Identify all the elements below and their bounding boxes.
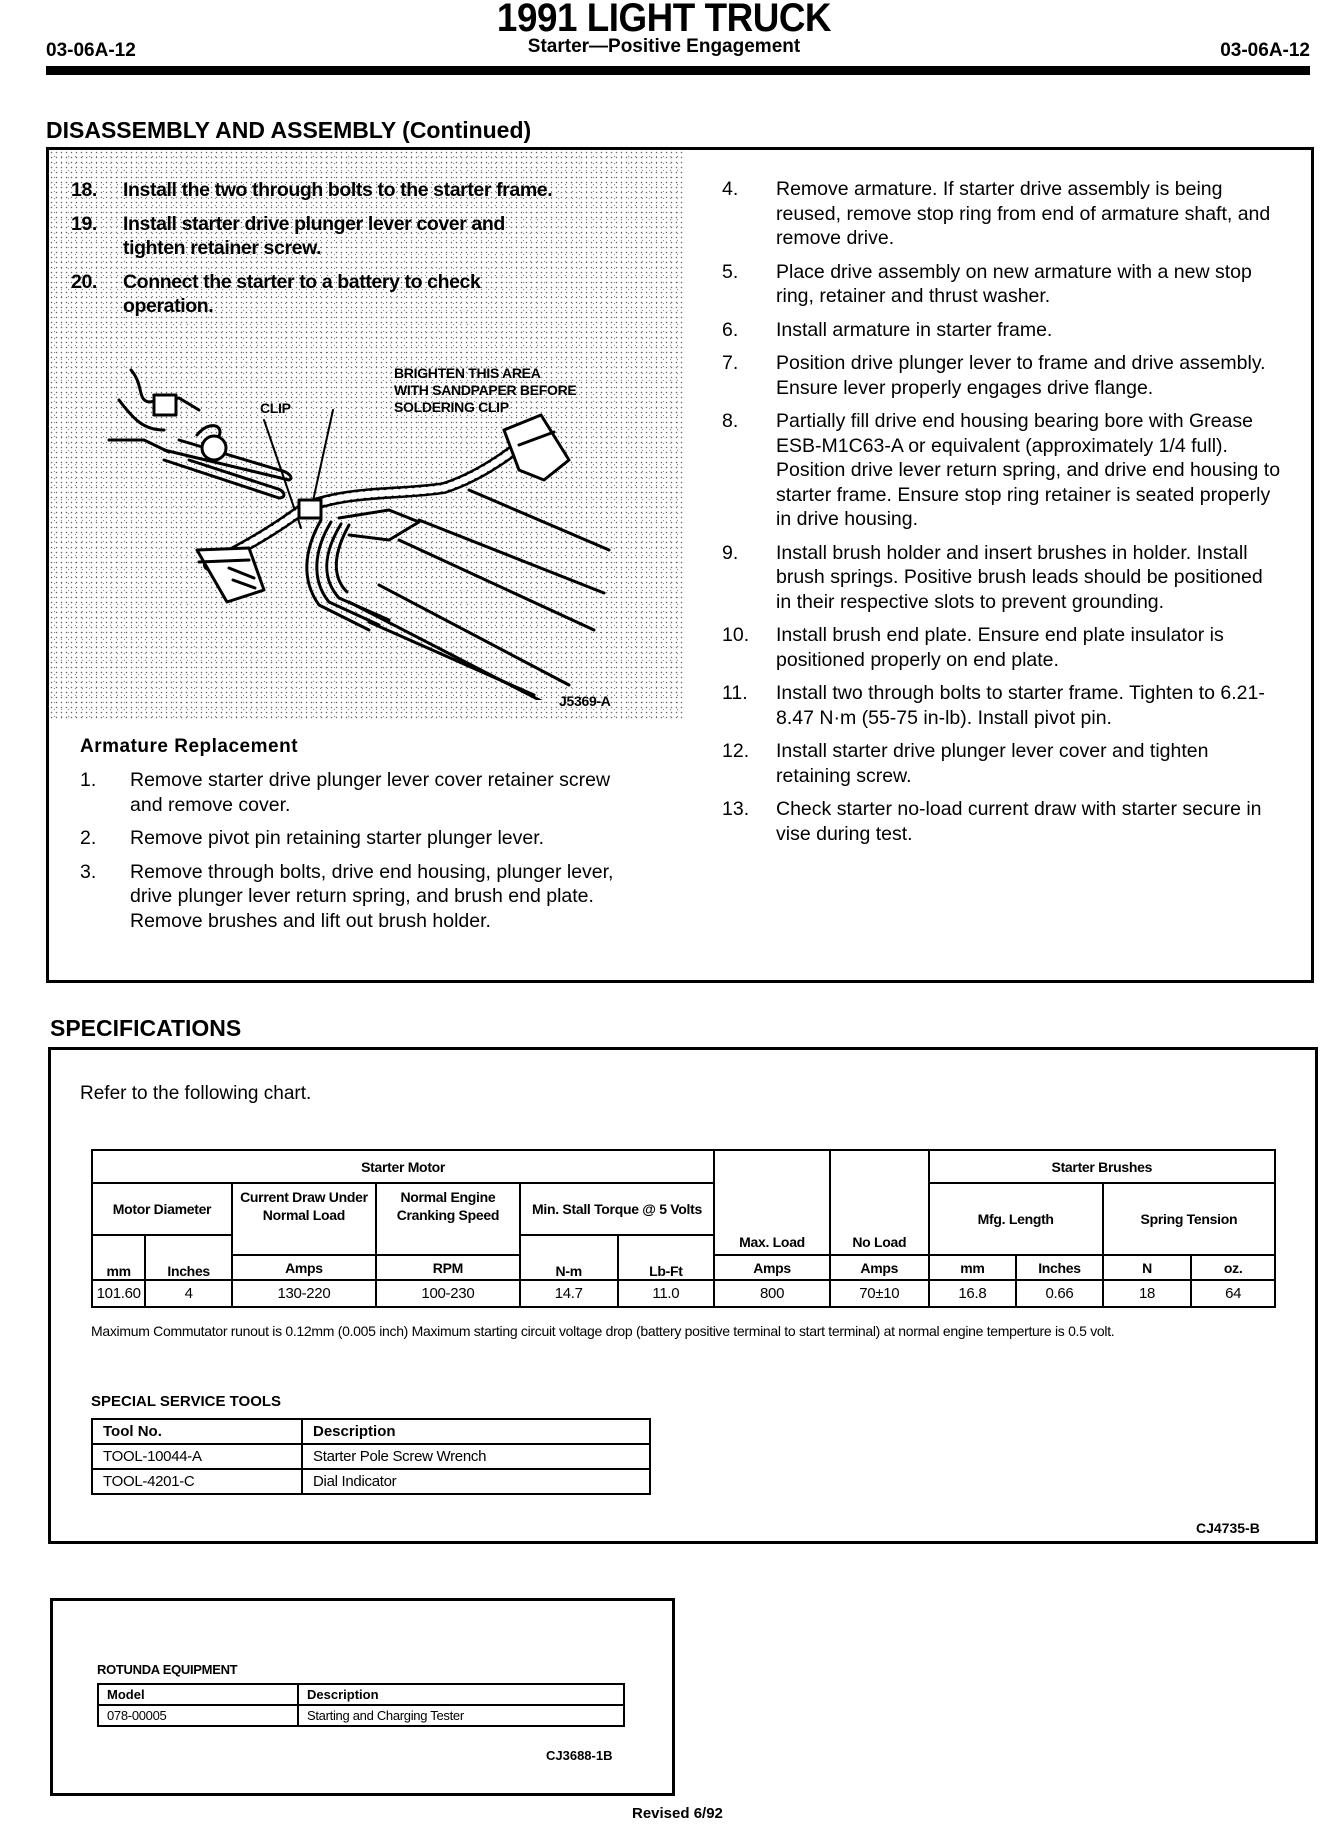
value-cell: 70±10 <box>830 1280 929 1307</box>
header-mfg-length: Mfg. Length <box>929 1183 1103 1255</box>
unit-cell: Inches <box>1016 1255 1103 1280</box>
spec-note: Maximum Commutator runout is 0.12mm (0.005 inch) Maximum starting circuit voltage drop (battery positive terminal to start terminal) at normal engine temperture is 0.5 volt. <box>91 1323 1115 1339</box>
model-number: 078-00005 <box>98 1705 298 1726</box>
callout-brighten: BRIGHTEN THIS AREA WITH SANDPAPER BEFORE SOLDERING CLIP <box>394 365 577 415</box>
document-subtitle: Starter—Positive Engagement <box>527 36 801 57</box>
step-item: 18. Install the two through bolts to the starter frame. <box>71 179 553 201</box>
page-code-right: 03-06A-12 <box>1220 40 1310 61</box>
section-title-specifications: SPECIFICATIONS <box>50 1015 242 1041</box>
value-cell: 16.8 <box>929 1280 1017 1307</box>
step-item: 3. Remove through bolts, drive end housing, plunger lever, drive plunger lever return spring, and brush end plate. Remove brushes and lift out brush holder. <box>80 860 614 932</box>
header-cranking-speed: Normal Engine Cranking Speed <box>376 1183 520 1255</box>
table-row <box>92 1469 650 1494</box>
column-header: Model <box>98 1684 298 1705</box>
unit-cell: Lb-Ft <box>618 1235 715 1280</box>
unit-cell: oz. <box>1191 1255 1275 1280</box>
rotunda-figure-id: CJ3688-1B <box>546 1748 613 1763</box>
tool-number: TOOL-10044-A <box>92 1444 302 1469</box>
starter-spec-table <box>91 1149 1276 1308</box>
special-service-tools-table <box>91 1418 651 1495</box>
special-service-tools-heading: SPECIAL SERVICE TOOLS <box>91 1393 282 1410</box>
model-description: Starting and Charging Tester <box>298 1705 624 1726</box>
specifications-intro: Refer to the following chart. <box>80 1083 312 1104</box>
unit-cell: N-m <box>520 1235 618 1280</box>
unit-cell: Inches <box>145 1235 232 1280</box>
column-header: Description <box>302 1419 650 1444</box>
step-item: 1. Remove starter drive plunger lever cover retainer screw and remove cover. <box>80 769 611 816</box>
document-title: 1991 LIGHT TRUCK <box>496 0 832 40</box>
value-cell: 64 <box>1191 1280 1275 1307</box>
rotunda-table <box>97 1683 625 1727</box>
value-cell: 0.66 <box>1016 1280 1103 1307</box>
step-item: 5. Place drive assembly on new armature with a new stop ring, retainer and thrust washer. <box>722 260 1252 307</box>
value-cell: 14.7 <box>520 1280 618 1307</box>
value-cell: 130-220 <box>232 1280 376 1307</box>
unit-cell: N <box>1103 1255 1192 1280</box>
value-cell: 800 <box>714 1280 830 1307</box>
header-rule <box>46 66 1310 75</box>
soldering-clip-illustration <box>49 340 684 700</box>
step-item: 11. Install two through bolts to starter frame. Tighten to 6.21-8.47 N·m (55-75 in-lb). Install pivot pin. <box>722 682 1265 729</box>
step-item: 2. Remove pivot pin retaining starter plunger lever. <box>80 827 545 849</box>
table-row <box>98 1705 624 1726</box>
header-spring-tension: Spring Tension <box>1103 1183 1275 1255</box>
table-row <box>92 1444 650 1469</box>
figure-panel <box>49 150 684 720</box>
table-row <box>92 1280 1275 1307</box>
value-cell: 4 <box>145 1280 232 1307</box>
step-item: 12. Install starter drive plunger lever cover and tighten retaining screw. <box>722 740 1209 787</box>
step-item: 20. Connect the starter to a battery to check operation. <box>71 270 481 317</box>
armature-steps-left <box>80 768 640 942</box>
value-cell: 18 <box>1103 1280 1192 1307</box>
section-title-disassembly: DISASSEMBLY AND ASSEMBLY (Continued) <box>46 117 532 143</box>
armature-replacement-heading: Armature Replacement <box>80 736 299 757</box>
step-item: 10. Install brush end plate. Ensure end plate insulator is positioned properly on end plate. <box>722 624 1224 671</box>
tool-description: Dial Indicator <box>302 1469 650 1494</box>
unit-cell: RPM <box>376 1255 520 1280</box>
header-no-load: No Load <box>830 1150 929 1255</box>
step-item: 19. Install starter drive plunger lever cover and tighten retainer screw. <box>71 212 505 259</box>
figure-steps-list <box>71 178 671 328</box>
step-item: 9. Install brush holder and insert brushes in holder. Install brush springs. Positive brush leads should be positioned in their respective slots to prevent grounding. <box>722 541 1263 613</box>
unit-cell: mm <box>92 1235 145 1280</box>
group-header-starter-motor: Starter Motor <box>92 1150 714 1183</box>
revision-date: Revised 6/92 <box>632 1805 723 1822</box>
header-stall-torque: Min. Stall Torque @ 5 Volts <box>520 1183 714 1235</box>
header-current-draw: Current Draw Under Normal Load <box>232 1183 376 1255</box>
unit-cell: Amps <box>714 1255 830 1280</box>
value-cell: 101.60 <box>92 1280 145 1307</box>
step-item: 7. Position drive plunger lever to frame and drive assembly. Ensure lever properly engages drive flange. <box>722 352 1266 399</box>
rotunda-heading: ROTUNDA EQUIPMENT <box>97 1662 238 1677</box>
header-motor-diameter: Motor Diameter <box>92 1183 232 1235</box>
unit-cell: Amps <box>232 1255 376 1280</box>
header-max-load: Max. Load <box>714 1150 830 1255</box>
value-cell: 11.0 <box>618 1280 715 1307</box>
callout-clip: CLIP <box>260 400 291 416</box>
armature-steps-right <box>722 177 1282 855</box>
page-code-left: 03-06A-12 <box>46 40 136 61</box>
tool-description: Starter Pole Screw Wrench <box>302 1444 650 1469</box>
column-header: Description <box>298 1684 624 1705</box>
tool-number: TOOL-4201-C <box>92 1469 302 1494</box>
step-item: 8. Partially fill drive end housing bearing bore with Grease ESB-M1C63-A or equivalent (approximately 1/4 full). Position drive lever return spring, and drive end housing to starter frame. Ensure stop ring retainer is seated properly in drive housing. <box>722 410 1281 530</box>
step-item: 4. Remove armature. If starter drive assembly is being reused, remove stop ring from end of armature shaft, and remove drive. <box>722 178 1271 249</box>
step-item: 6. Install armature in starter frame. <box>722 318 1053 341</box>
figure-id: J5369-A <box>559 693 611 709</box>
group-header-starter-brushes: Starter Brushes <box>929 1150 1275 1183</box>
value-cell: 100-230 <box>376 1280 520 1307</box>
step-item: 13. Check starter no-load current draw with starter secure in vise during test. <box>722 798 1262 845</box>
unit-cell: Amps <box>830 1255 929 1280</box>
column-header: Tool No. <box>92 1419 302 1444</box>
spec-figure-id: CJ4735-B <box>1196 1520 1260 1536</box>
unit-cell: mm <box>929 1255 1017 1280</box>
